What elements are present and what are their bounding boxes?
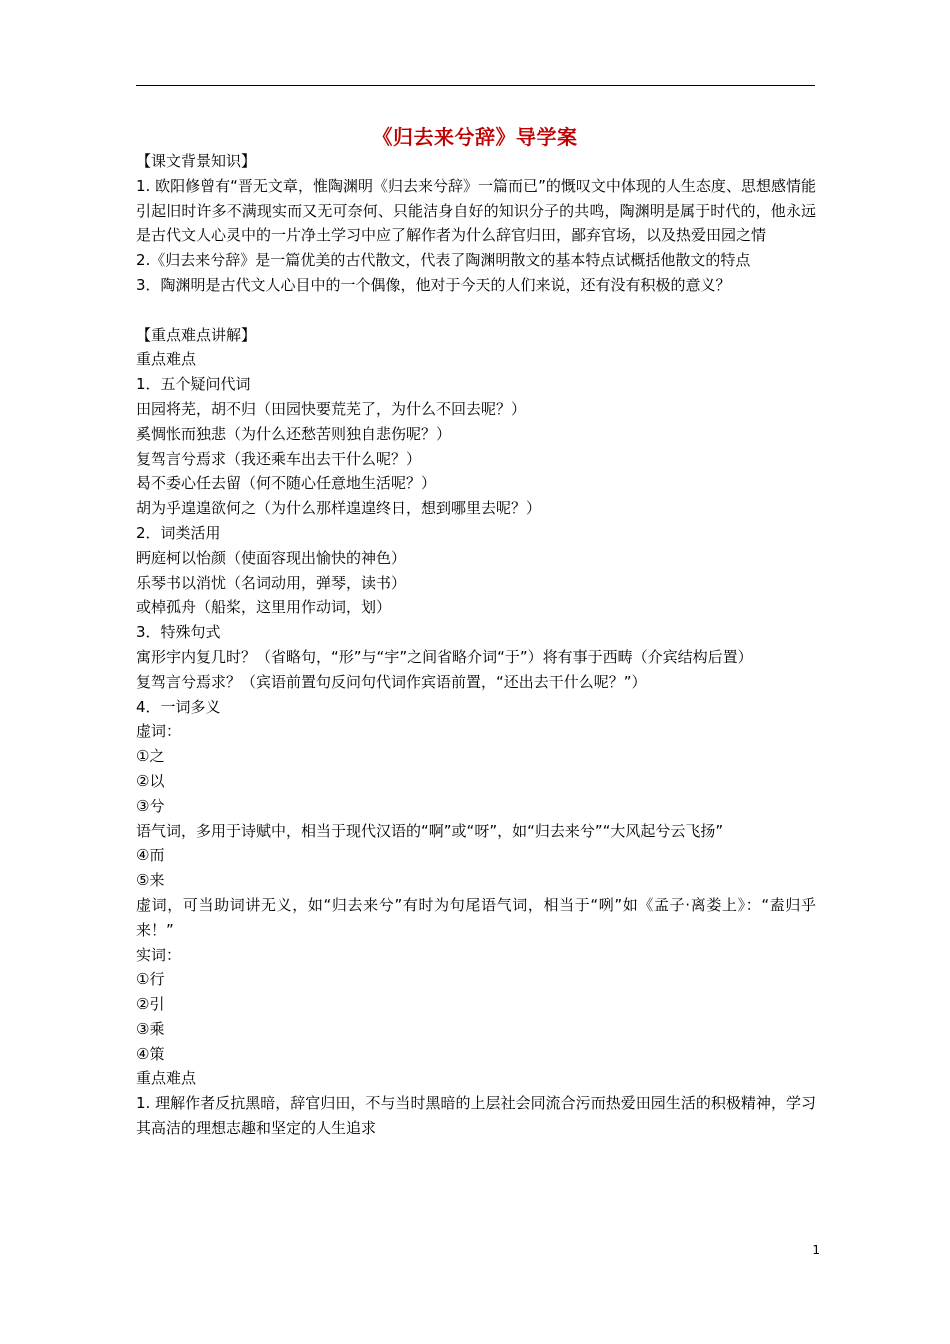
list-item: ④策 [136,1044,165,1063]
section-spacer [136,298,816,323]
list-item: ④而 [136,846,165,865]
label-content-words: 实词： [136,945,182,964]
paragraph-background-2: 2.《归去来兮辞》是一篇优美的古代散文，代表了陶渊明散文的基本特点试概括他散文的特点 [136,251,751,270]
list-item: ⑤来 [136,871,165,890]
explanation-line: 虚词，可当助词讲无义，如“归去来兮”有时为句尾语气词，相当于“咧”如《孟子·离娄上》：“盍归乎来！” [136,895,816,939]
section-heading-key-points: 【重点难点讲解】 [136,325,257,344]
document-body [136,149,816,1141]
item-heading-word-class: 2．词类活用 [136,523,221,542]
example-line: 田园将芜，胡不归（田园快要荒芜了，为什么不回去呢？） [136,399,527,418]
example-line: 曷不委心任去留（何不随心任意地生活呢？） [136,474,437,493]
paragraph-background-3: 3．陶渊明是古代文人心目中的一个偶像，他对于今天的人们来说，还有没有积极的意义？ [136,275,731,294]
explanation-line: 语气词，多用于诗赋中，相当于现代汉语的“啊”或“呀”，如“归去来兮”“大风起兮云飞扬” [136,821,724,840]
example-line: 胡为乎遑遑欲何之（为什么那样遑遑终日，想到哪里去呢？） [136,499,542,518]
example-line: 或棹孤舟（船桨，这里用作动词，划） [136,598,392,617]
example-line: 复驾言兮焉求（我还乘车出去干什么呢？） [136,449,422,468]
list-item: ③乘 [136,1019,165,1038]
example-line: 复驾言兮焉求？（宾语前置句反问句代词作宾语前置，“还出去干什么呢？”） [136,672,647,691]
example-line: 乐琴书以消忧（名词动用，弹琴，读书） [136,573,407,592]
item-heading-polysemy: 4．一词多义 [136,697,221,716]
label-function-words: 虚词： [136,722,182,741]
item-heading-interrogatives: 1．五个疑问代词 [136,375,251,394]
example-line: 奚惆怅而独悲（为什么还愁苦则独自悲伤呢？） [136,424,452,443]
section-heading-background: 【课文背景知识】 [136,152,257,170]
subheading-key-points: 重点难点 [136,1069,197,1088]
document-title: 《归去来兮辞》导学案 [372,125,578,149]
paragraph-background-1: 1. 欧阳修曾有“晋无文章，惟陶渊明《归去来兮辞》一篇而已”的慨叹文中体现的人生态度、思想感情能引起旧时许多不满现实而又无可奈何、只能洁身自好的知识分子的共鸣，陶渊明是属于时代的，他永远是古代文人心灵中的一片净土学习中应了解作者为什么辞官归田，鄙弃官场，以及热爱田园之情 [136,176,816,245]
list-item: ②引 [136,995,165,1014]
subheading-key-points: 重点难点 [136,350,197,369]
list-item: ②以 [136,771,165,790]
list-item: ①行 [136,970,165,989]
header-rule [136,85,815,86]
page-number: 1 [812,1243,820,1257]
list-item: ③兮 [136,796,165,815]
example-line: 眄庭柯以怡颜（使面容现出愉快的神色） [136,548,407,567]
example-line: 寓形宇内复几时？（省略句，“形”与“宇”之间省略介词“于”）将有事于西畴（介宾结构后置） [136,647,753,666]
item-heading-special-sentences: 3．特殊句式 [136,623,221,642]
paragraph-key-point-1: 1. 理解作者反抗黑暗，辞官归田，不与当时黑暗的上层社会同流合污而热爱田园生活的积极精神，学习其高洁的理想志趣和坚定的人生追求 [136,1094,816,1138]
list-item: ①之 [136,747,165,766]
